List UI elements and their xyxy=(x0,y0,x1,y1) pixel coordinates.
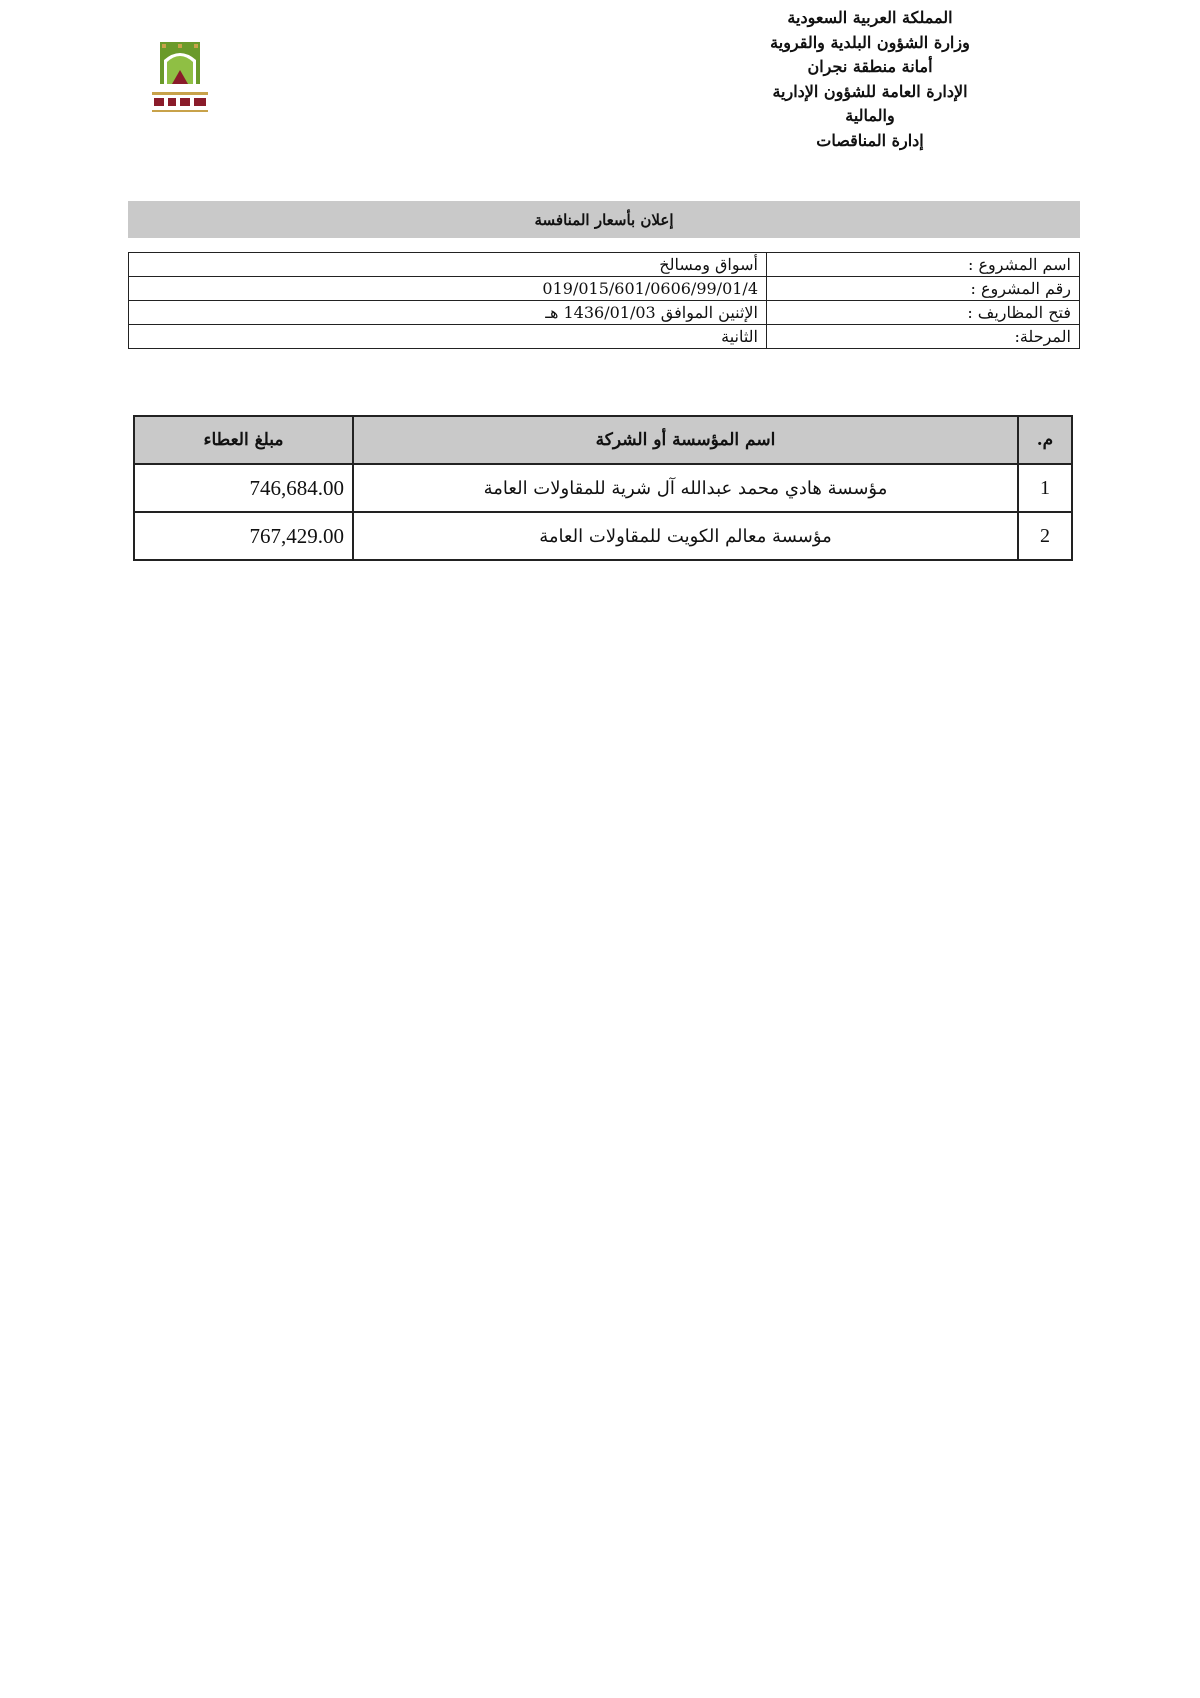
bids-header-row xyxy=(134,416,1072,464)
bid-number: 2 xyxy=(1018,512,1072,560)
info-label: رقم المشروع : xyxy=(767,277,1080,301)
info-value: الثانية xyxy=(129,325,767,349)
bids-table xyxy=(133,415,1073,561)
info-value: 019/015/601/0606/99/01/4 xyxy=(129,277,767,301)
header-line-department-cont: والمالية xyxy=(845,106,895,125)
header-line-tenders: إدارة المناقصات xyxy=(816,130,924,150)
announcement-title: إعلان بأسعار المنافسة xyxy=(128,201,1080,238)
bid-company: مؤسسة معالم الكويت للمقاولات العامة xyxy=(353,512,1018,560)
bid-amount: 767,429.00 xyxy=(134,512,353,560)
bid-company: مؤسسة هادي محمد عبدالله آل شرية للمقاولات العامة xyxy=(353,464,1018,512)
header-line-ministry: وزارة الشؤون البلدية والقروية xyxy=(770,32,970,52)
table-row xyxy=(134,464,1072,512)
info-row-stage xyxy=(129,325,1080,349)
info-row-envelope-opening xyxy=(129,301,1080,325)
bid-number: 1 xyxy=(1018,464,1072,512)
info-value: أسواق ومسالخ xyxy=(129,253,767,277)
column-header-number: م. xyxy=(1018,416,1072,464)
bid-amount: 746,684.00 xyxy=(134,464,353,512)
info-value: الإثنين الموافق 1436/01/03 هـ xyxy=(129,301,767,325)
info-label: فتح المظاريف : xyxy=(767,301,1080,325)
table-row xyxy=(134,512,1072,560)
info-row-project-name xyxy=(129,253,1080,277)
column-header-company: اسم المؤسسة أو الشركة xyxy=(353,416,1018,464)
ministry-header xyxy=(720,6,1020,153)
info-label: المرحلة: xyxy=(767,325,1080,349)
column-header-amount: مبلغ العطاء xyxy=(134,416,353,464)
info-row-project-number xyxy=(129,277,1080,301)
header-line-municipality: أمانة منطقة نجران xyxy=(807,57,933,76)
najran-municipality-logo-icon xyxy=(140,40,220,120)
info-label: اسم المشروع : xyxy=(767,253,1080,277)
header-line-department: الإدارة العامة للشؤون الإدارية xyxy=(772,81,968,101)
project-info-table xyxy=(128,252,1080,349)
header-line-country: المملكة العربية السعودية xyxy=(787,8,953,27)
